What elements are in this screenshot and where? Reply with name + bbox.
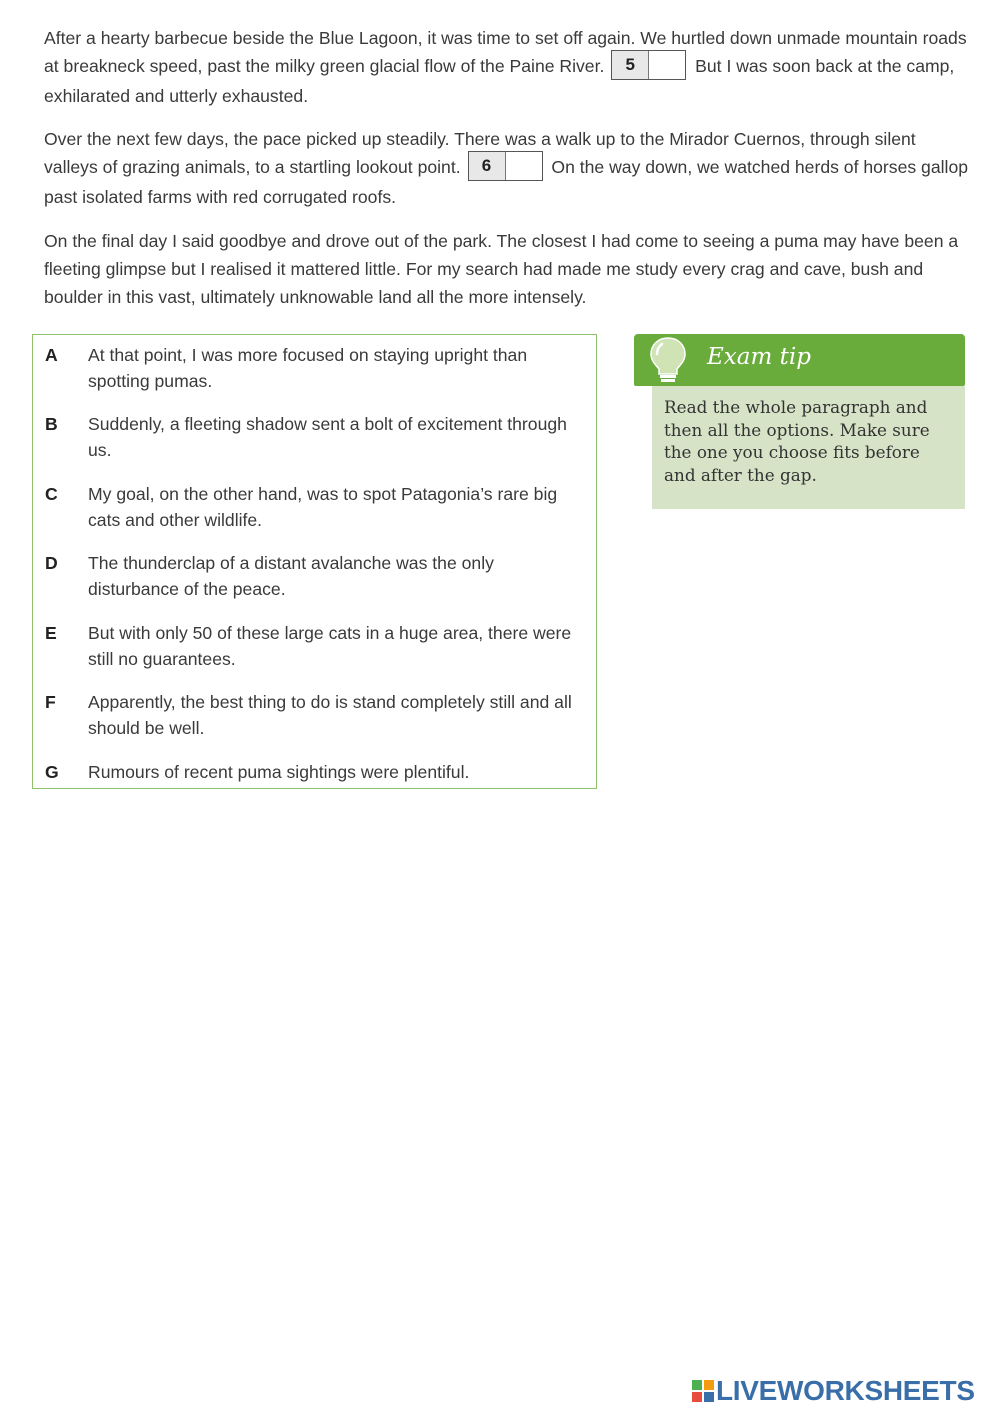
- option-g: [45, 759, 585, 785]
- lightbulb-icon: [648, 336, 688, 384]
- paragraph-2-after: On the way down, we watched herds of horses gallop past isolated farms with red corrugated roofs.: [44, 157, 969, 208]
- paragraph-2: [44, 125, 969, 211]
- option-text: Rumours of recent puma sightings were plentiful.: [88, 762, 470, 782]
- gap-5-answer-field[interactable]: [649, 51, 685, 79]
- liveworksheets-logo: [692, 1376, 975, 1406]
- logo-text: LIVEWORKSHEETS: [716, 1375, 975, 1406]
- option-c: [45, 481, 585, 533]
- option-text: At that point, I was more focused on staying upright than spotting pumas.: [88, 345, 528, 391]
- option-e: [45, 620, 585, 672]
- paragraph-1: [44, 24, 969, 110]
- gap-6-answer-field[interactable]: [506, 152, 542, 180]
- paragraph-1-before: After a hearty barbecue beside the Blue Lagoon, it was time to set off again. We hurtled down unmade mountain roads at breakneck speed, past the milky green glacial flow of the Paine River.: [44, 28, 967, 76]
- option-f: [45, 689, 585, 741]
- paragraph-3: On the final day I said goodbye and drove out of the park. The closest I had come to seeing a puma may have been a fleeting glimpse but I realised it mattered little. For my search had made me study every crag and cave, bush and boulder in this vast, ultimately unknowable land all the more intensely.: [44, 231, 959, 307]
- liveworksheets-logo-icon: [692, 1380, 714, 1402]
- options-box: [32, 334, 597, 789]
- gap-5[interactable]: [611, 50, 686, 80]
- option-text: Apparently, the best thing to do is stand completely still and all should be well.: [88, 692, 572, 738]
- option-letter: A: [45, 345, 58, 365]
- option-b: [45, 411, 585, 463]
- option-d: [45, 550, 585, 602]
- gap-6-number: 6: [469, 152, 506, 180]
- exam-tip-title: Exam tip: [707, 344, 811, 370]
- option-letter: F: [45, 692, 56, 712]
- option-letter: B: [45, 414, 58, 434]
- option-letter: G: [45, 762, 59, 782]
- option-text: But with only 50 of these large cats in a huge area, there were still no guarantees.: [88, 623, 572, 669]
- gap-6[interactable]: [468, 151, 543, 181]
- paragraph-2-before: Over the next few days, the pace picked up steadily. There was a walk up to the Mirador Cuernos, through silent valleys of grazing animals, to a startling lookout point.: [44, 129, 916, 177]
- option-letter: C: [45, 484, 58, 504]
- option-text: Suddenly, a fleeting shadow sent a bolt of excitement through us.: [88, 414, 567, 460]
- exam-tip-body: Read the whole paragraph and then all the options. Make sure the one you choose fits before and after the gap.: [652, 386, 965, 509]
- option-a: [45, 342, 585, 394]
- option-text: The thunderclap of a distant avalanche was the only disturbance of the peace.: [88, 553, 494, 599]
- option-letter: E: [45, 623, 57, 643]
- option-letter: D: [45, 553, 58, 573]
- option-text: My goal, on the other hand, was to spot Patagonia’s rare big cats and other wildlife.: [88, 484, 558, 530]
- paragraph-1-after: But I was soon back at the camp, exhilarated and utterly exhausted.: [44, 56, 955, 107]
- gap-5-number: 5: [612, 51, 649, 79]
- exam-tip-header: [634, 334, 965, 386]
